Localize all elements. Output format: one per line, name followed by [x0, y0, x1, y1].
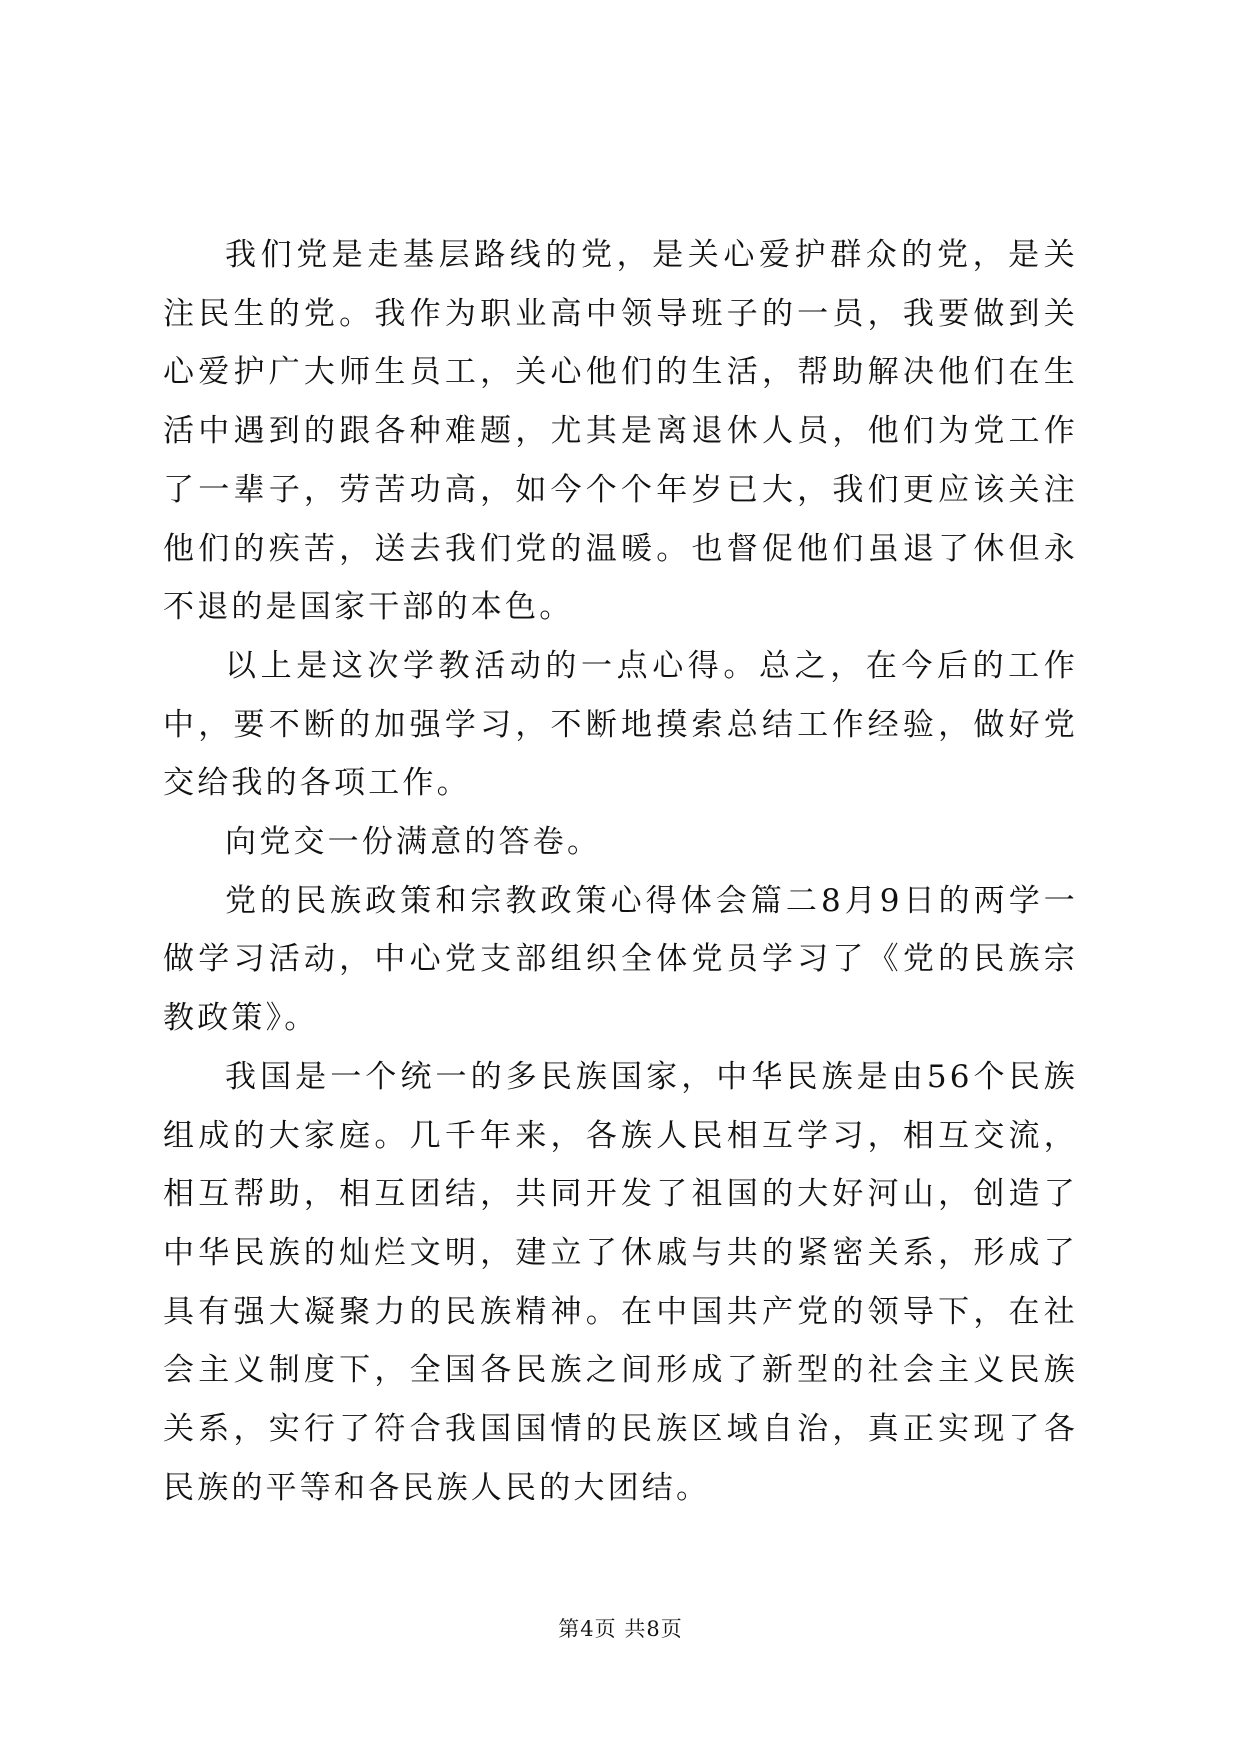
document-body — [163, 226, 1078, 1517]
paragraph-2: 以上是这次学教活动的一点心得。总之，在今后的工作中，要不断的加强学习，不断地摸索总结工作经验，做好党交给我的各项工作。 — [163, 647, 1078, 802]
paragraph-3: 向党交一份满意的答卷。 — [225, 824, 602, 861]
paragraph-1: 我们党是走基层路线的党，是关心爱护群众的党，是关注民生的党。我作为职业高中领导班子的一员，我要做到关心爱护广大师生员工，关心他们的生活，帮助解决他们在生活中遇到的跟各种难题，尤其是离退休人员，他们为党工作了一辈子，劳苦功高，如今个个年岁已大，我们更应该关注他们的疾苦，送去我们党的温暖。也督促他们虽退了休但永不退的是国家干部的本色。 — [163, 237, 1078, 626]
paragraph-4: 党的民族政策和宗教政策心得体会篇二8月9日的两学一做学习活动，中心党支部组织全体党员学习了《党的民族宗教政策》。 — [163, 882, 1078, 1037]
paragraph-5: 我国是一个统一的多民族国家，中华民族是由56个民族组成的大家庭。几千年来，各族人民相互学习，相互交流，相互帮助，相互团结，共同开发了祖国的大好河山，创造了中华民族的灿烂文明，建立了休戚与共的紧密关系，形成了具有强大凝聚力的民族精神。在中国共产党的领导下，在社会主义制度下，全国各民族之间形成了新型的社会主义民族关系，实行了符合我国国情的民族区域自治，真正实现了各民族的平等和各民族人民的大团结。 — [163, 1058, 1078, 1506]
page-number-footer: 第4页 共8页 — [558, 1617, 683, 1641]
